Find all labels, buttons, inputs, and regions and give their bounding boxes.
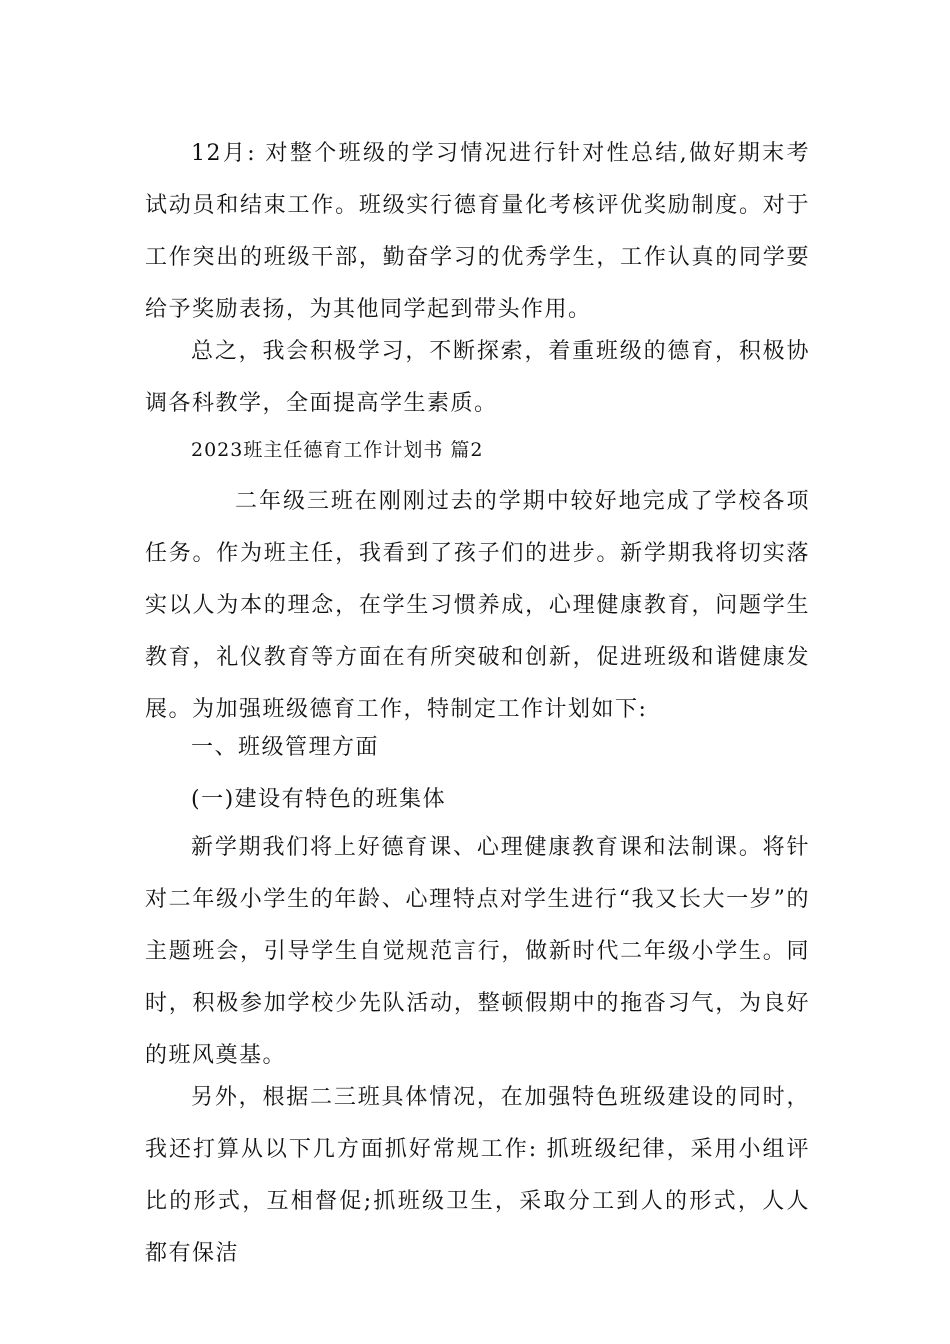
heading-class-management: 一、班级管理方面: [191, 735, 380, 760]
subheading-featured-class: (一)建设有特色的班集体: [191, 787, 447, 812]
paragraph-moral-courses: 新学期我们将上好德育课、心理健康教育课和法制课。将针对二年级小学生的年龄、心理特点对学生进行“我又长大一岁”的主题班会，引导学生自觉规范言行，做新时代二年级小学生。同时，积极参加学校少先队活动，整顿假期中的拖沓习气，为良好的班风奠基。: [145, 835, 810, 1068]
paragraph-class-overview: 二年级三班在刚刚过去的学期中较好地完成了学校各项任务。作为班主任，我看到了孩子们的进步。新学期我将切实落实以人为本的理念，在学生习惯养成，心理健康教育，问题学生教育，礼仪教育等方面在有所突破和创新，促进班级和谐健康发展。为加强班级德育工作，特制定工作计划如下:: [145, 489, 810, 722]
paragraph-conclusion: 总之，我会积极学习，不断探索，着重班级的德育，积极协调各科教学，全面提高学生素质。: [145, 339, 810, 416]
paragraph-routine-work: 另外，根据二三班具体情况，在加强特色班级建设的同时，我还打算从以下几方面抓好常规工作: 抓班级纪律，采用小组评比的形式，互相督促;抓班级卫生，采取分工到人的形式，人人都有保洁: [145, 1085, 810, 1266]
paragraph-december-summary: 12月: 对整个班级的学习情况进行针对性总结,做好期末考试动员和结束工作。班级实行德育量化考核评优奖励制度。对于工作突出的班级干部，勤奋学习的优秀学生，工作认真的同学要给予奖励表扬，为其他同学起到带头作用。: [145, 141, 810, 322]
section-title-part-2: 2023班主任德育工作计划书 篇2: [191, 439, 484, 461]
